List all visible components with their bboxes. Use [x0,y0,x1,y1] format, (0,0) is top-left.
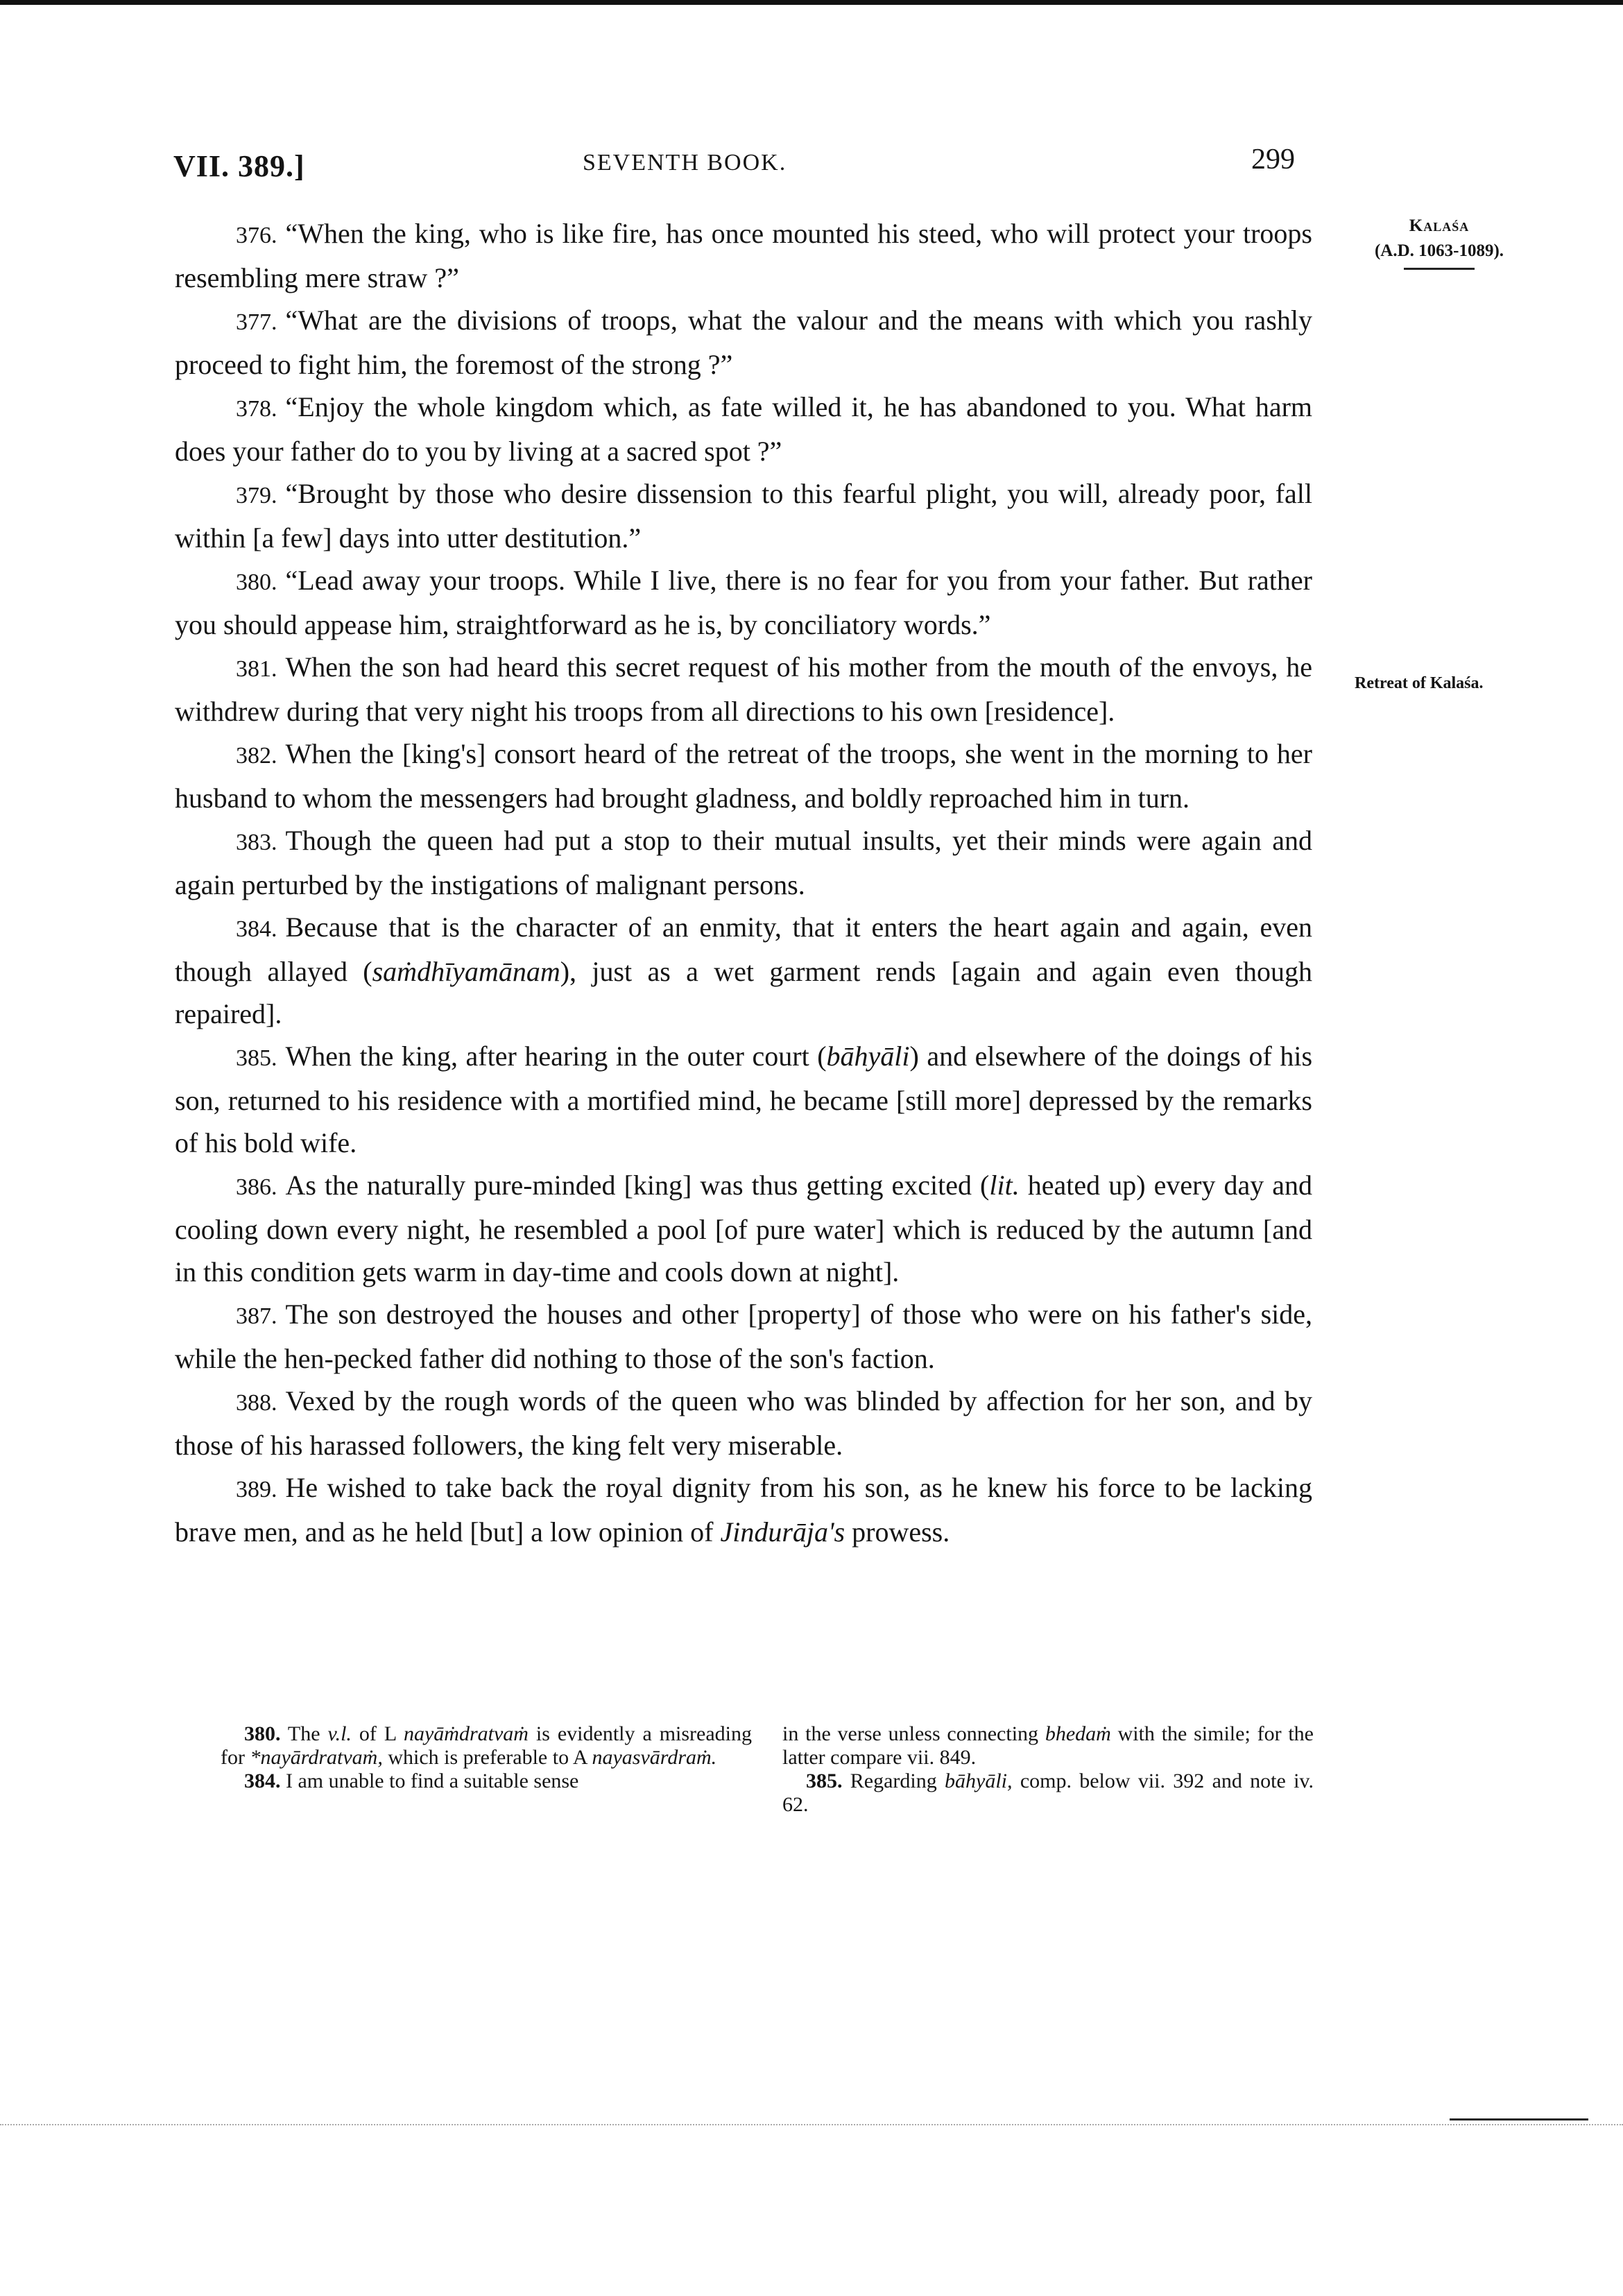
bottom-right-rule [1450,2118,1588,2121]
verse-378 [175,386,1312,472]
top-border-rule [0,0,1623,5]
footnote-number: 385. [806,1770,843,1792]
sidenote-rule [1404,268,1475,270]
running-head-title: SEVENTH BOOK. [583,150,787,175]
verse-text: “What are the divisions of troops, what the valour and the means with which you rashly proceed to fight him, the foremost of the strong ?” [175,305,1312,380]
verse-376 [175,212,1312,299]
verse-text: When the son had heard this secret request of his mother from the mouth of the envoys, he withdrew during that very night his troops from all directions to his own [residence]. [175,651,1312,727]
verse-text: When the king, after hearing in the outer court ( [285,1040,827,1072]
verse-380 [175,559,1312,646]
footnote-text: Regarding [850,1770,945,1792]
verse-number: 388. [236,1390,277,1416]
footnote-number: 384. [244,1770,281,1792]
footnote-text: in the verse unless connecting [782,1722,1045,1745]
footnote-italic: nayāṁdratvaṁ [403,1722,529,1745]
verse-386 [175,1164,1312,1293]
sidenote-kalasa-dates: (A.D. 1063-1089). [1374,241,1504,260]
verse-388 [175,1380,1312,1466]
bottom-dotted-rule [0,2124,1623,2125]
verse-381 [175,646,1312,733]
footnotes-right-column [782,1722,1314,1817]
verse-text: Because that is the character of an enmity, that it enters the heart again and again, even though allayed ( [175,911,1312,987]
running-head-section: VII. 389.] [173,149,305,183]
footnote-385 [782,1770,1314,1817]
footnote-italic: *nayārdratvaṁ, [250,1746,383,1769]
sidenote-kalasa [1339,214,1540,270]
verse-text: ), just as a wet garment rends [again and again even though repaired]. [175,956,1313,1029]
footnote-text: I am unable to find a suitable sense [286,1770,579,1792]
verse-number: 377. [236,309,277,335]
verse-389 [175,1466,1312,1553]
verse-number: 378. [236,396,277,422]
verse-italic-term: bāhyāli [826,1040,910,1072]
page-number: 299 [1251,144,1295,175]
footnote-text: comp. below vii. 392 and note iv. 62. [782,1770,1314,1816]
verse-text: Though the queen had put a stop to their mutual insults, yet their minds were again and again perturbed by the instigations of malignant persons. [175,825,1312,900]
verse-384 [175,906,1312,1035]
verse-text: “Brought by those who desire dissension to this fearful plight, you will, already poor, fall within [a few] days into utter destitution.” [175,478,1312,554]
verse-text: As the naturally pure-minded [king] was thus getting excited ( [285,1170,990,1201]
footnote-380 [221,1722,752,1770]
verse-text: The son destroyed the houses and other [property] of those who were on his father's side, while the hen-pecked father did nothing to those of the son's faction. [175,1299,1312,1374]
verse-text: ) and elsewhere of the doings of his son, returned to his residence with a mortified mind, he became [still more] depressed by the remarks of his bold wife. [175,1040,1313,1158]
verse-number: 385. [236,1045,277,1071]
footnote-number: 380. [244,1722,281,1745]
verse-text: “Lead away your troops. While I live, there is no fear for you from your father. But rather you should appease him, straightforward as he is, by conciliatory words.” [175,565,1312,640]
sidenote-kalasa-name: Kalaśa [1409,216,1470,235]
verse-number: 384. [236,916,277,942]
footnote-text: which is preferable to A [382,1746,592,1769]
verse-text: “When the king, who is like fire, has once mounted his steed, who will protect your troops resembling mere straw ?” [175,218,1312,293]
footnote-384-continued [782,1722,1314,1770]
verse-number: 376. [236,223,277,248]
verse-text: He wished to take back the royal dignity from his son, as he knew his force to be lacking brave men, and as he held [but] a low opinion of [175,1472,1312,1548]
verse-number: 379. [236,483,277,508]
verse-text: prowess. [845,1516,950,1548]
verse-italic-term: lit. [989,1170,1020,1201]
verse-387 [175,1293,1312,1380]
verse-italic-term: Jindurāja's [720,1516,845,1548]
verse-text: Vexed by the rough words of the queen who was blinded by affection for her son, and by those of his harassed followers, the king felt very miserable. [175,1385,1312,1461]
footnote-italic: bhedaṁ [1045,1722,1111,1745]
verse-text: When the [king's] consort heard of the retreat of the troops, she went in the morning to her husband to whom the messengers had brought gladness, and boldly reproached him in turn. [175,738,1312,814]
footnote-text: of L [351,1722,404,1745]
footnote-italic: nayasvārdraṁ. [592,1746,717,1769]
verse-385 [175,1035,1312,1164]
footnote-text: is evidently a misreading for [221,1722,753,1769]
verse-text: heated up) every day and cooling down every night, he resembled a pool [of pure water] which is reduced by the autumn [and in this condition gets warm in day-time and cools down at night]. [175,1170,1313,1287]
verse-379 [175,472,1312,559]
sidenote-retreat: Retreat of Kalaśa. [1355,674,1484,692]
verse-italic-term: saṁdhīyamānam [372,956,560,987]
footnotes-left-column [221,1722,752,1793]
verse-377 [175,299,1312,386]
verse-number: 386. [236,1174,277,1200]
verse-text: “Enjoy the whole kingdom which, as fate willed it, he has abandoned to you. What harm does your father do to you by living at a sacred spot ?” [175,391,1312,467]
footnote-text: with the simile; for the latter compare vii. 849. [782,1722,1314,1769]
verse-382 [175,733,1312,819]
verse-number: 383. [236,830,277,855]
footnote-384 [221,1770,752,1793]
main-text [175,212,1312,1553]
footnote-text: The [287,1722,328,1745]
verse-number: 387. [236,1303,277,1329]
footnote-italic: v.l. [327,1722,352,1745]
verse-number: 389. [236,1477,277,1502]
footnote-italic: bāhyāli, [945,1770,1013,1792]
verse-number: 382. [236,743,277,769]
verse-number: 380. [236,569,277,595]
verse-383 [175,819,1312,906]
verse-number: 381. [236,656,277,682]
